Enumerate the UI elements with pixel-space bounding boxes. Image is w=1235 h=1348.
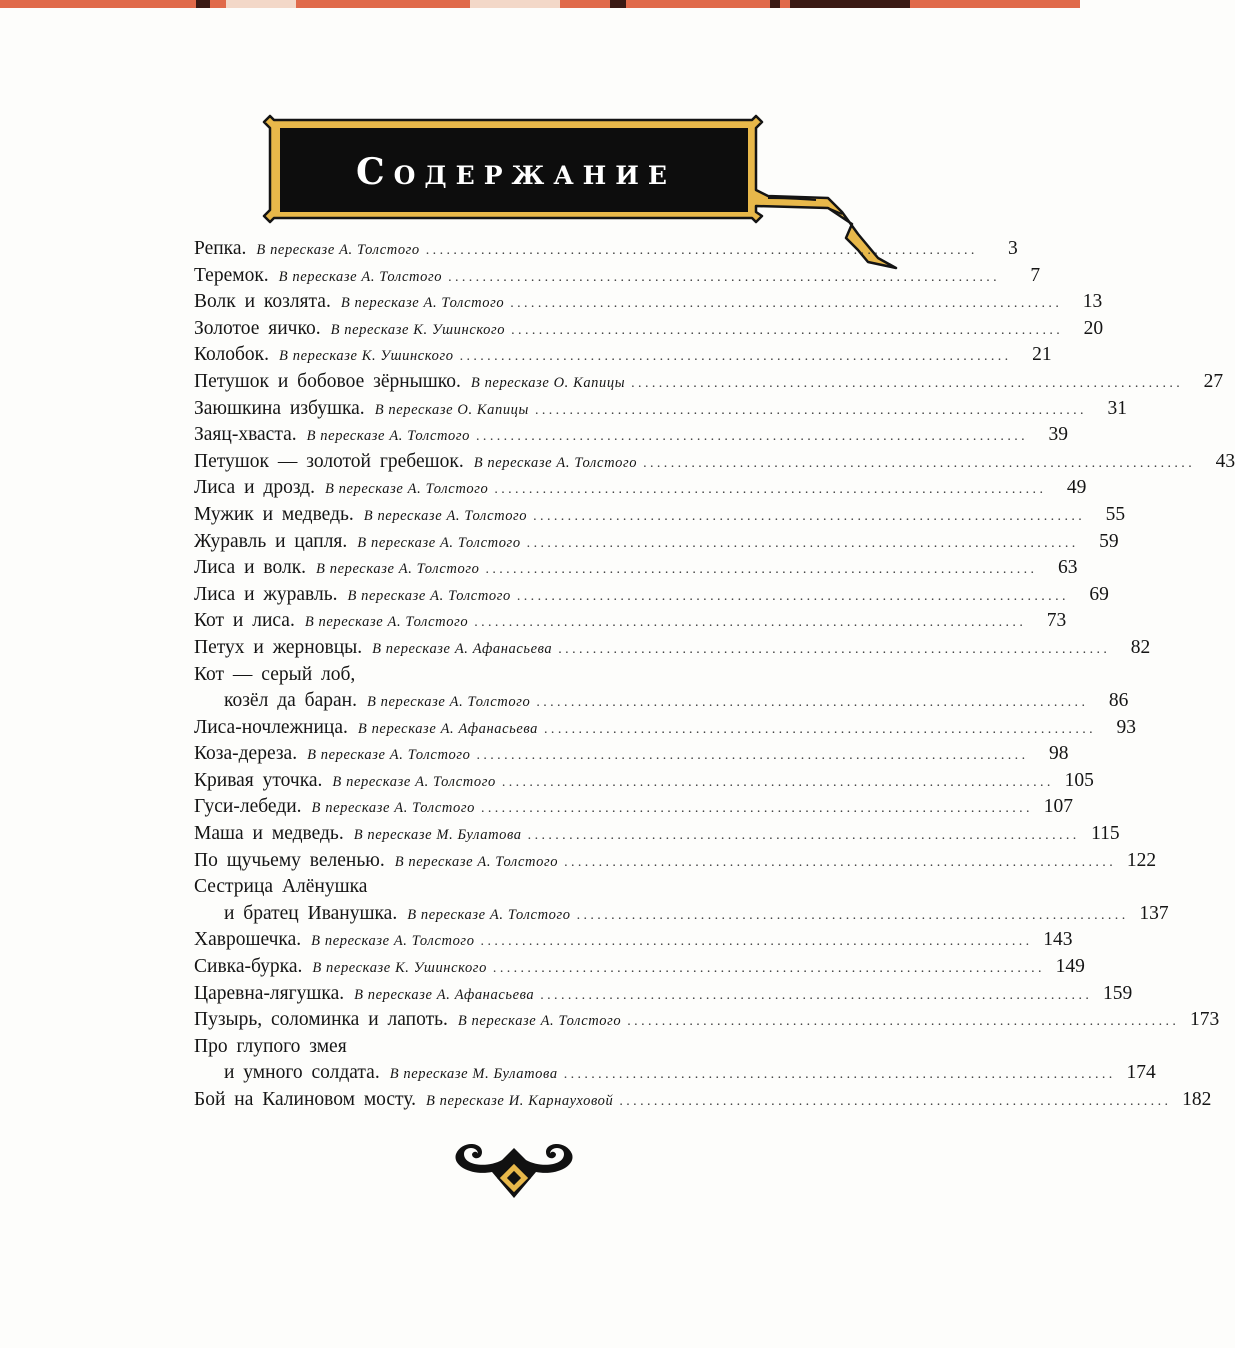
toc-entry bbox=[194, 662, 834, 689]
toc-entry-page-number: 174 bbox=[1126, 1062, 1156, 1084]
toc-entry-page-number: 98 bbox=[1048, 743, 1069, 765]
toc-dot-leader: ................................................................................ bbox=[501, 774, 1054, 790]
toc-dot-leader: ................................................................................ bbox=[480, 934, 1033, 950]
toc-entry-page-number: 21 bbox=[1032, 344, 1052, 366]
toc-entry-title: Репка. bbox=[194, 238, 247, 259]
page-title: Содержание bbox=[356, 151, 676, 193]
toc-entry-author: В пересказе А. Толстого bbox=[394, 853, 559, 870]
toc-entry-title: Заяц-хваста. bbox=[194, 424, 297, 446]
toc-entry-title: Мужик и медведь. bbox=[194, 503, 354, 525]
toc-dot-leader: ................................................................................ bbox=[511, 322, 1064, 338]
toc-entry-title: Лиса и журавль. bbox=[194, 583, 338, 605]
toc-entry-author: В пересказе А. Толстого bbox=[256, 242, 420, 258]
toc-entry-author: В пересказе И. Карнауховой bbox=[426, 1093, 614, 1109]
toc-entry-title: Заюшкина избушка. bbox=[194, 397, 365, 419]
toc-entry-author: В пересказе М. Булатова bbox=[389, 1066, 558, 1083]
toc-dot-leader: ................................................................................ bbox=[643, 455, 1196, 471]
toc-entry bbox=[194, 981, 1133, 1008]
toc-entry-title: Сивка-бурка. bbox=[194, 956, 303, 978]
toc-entry bbox=[194, 848, 1157, 875]
toc-entry-author: В пересказе А. Толстого bbox=[357, 534, 521, 551]
toc-entry-title: Гуси-лебеди. bbox=[194, 796, 302, 818]
toc-dot-leader: ................................................................................ bbox=[476, 429, 1029, 445]
toc-entry bbox=[194, 396, 1127, 423]
toc-entry bbox=[194, 794, 1073, 821]
toc-entry-author: В пересказе А. Толстого bbox=[366, 694, 531, 711]
toc-entry-author: В пересказе А. Толстого bbox=[278, 268, 443, 285]
toc-entry-title: Колобок. bbox=[194, 344, 270, 366]
toc-entry-page-number: 63 bbox=[1057, 557, 1078, 579]
toc-entry bbox=[194, 768, 1094, 795]
toc-entry-page-number: 159 bbox=[1103, 982, 1133, 1004]
toc-entry-page-number: 43 bbox=[1215, 450, 1235, 472]
toc-entry-author: В пересказе М. Булатова bbox=[353, 827, 522, 844]
toc-entry bbox=[194, 236, 1018, 263]
toc-entry-author: В пересказе А. Толстого bbox=[347, 587, 511, 604]
toc-entry bbox=[194, 342, 1052, 369]
toc-entry bbox=[194, 475, 1087, 502]
toc-entry bbox=[194, 927, 1073, 954]
toc-entry-title: По щучьему веленью. bbox=[194, 849, 385, 871]
top-decorative-band bbox=[0, 0, 1080, 8]
toc-entry bbox=[194, 635, 1151, 662]
toc-entry-title: Золотое яичко. bbox=[194, 317, 321, 339]
toc-entry-page-number: 105 bbox=[1064, 769, 1094, 791]
toc-entry-page-number: 93 bbox=[1116, 716, 1137, 738]
toc-entry-author: В пересказе О. Капицы bbox=[470, 374, 626, 391]
toc-entry bbox=[194, 608, 1067, 635]
toc-entry-title: и умного солдата. bbox=[224, 1062, 380, 1084]
toc-entry-author: В пересказе А. Афанасьева bbox=[354, 986, 535, 1003]
toc-dot-leader: ................................................................................ bbox=[526, 535, 1079, 551]
toc-entry-title: Бой на Калиновом мосту. bbox=[194, 1089, 416, 1110]
ornament-tailpiece-icon bbox=[452, 1136, 576, 1204]
toc-entry-author: В пересказе А. Афанасьева bbox=[372, 640, 553, 657]
toc-dot-leader: ................................................................................ bbox=[627, 1014, 1180, 1030]
toc-dot-leader: ................................................................................ bbox=[536, 695, 1089, 711]
toc-dot-leader: ................................................................................ bbox=[527, 828, 1080, 844]
toc-entry-page-number: 143 bbox=[1043, 929, 1073, 951]
toc-entry-title: Журавль и цапля. bbox=[194, 530, 348, 552]
toc-entry-page-number: 13 bbox=[1082, 291, 1103, 313]
toc-entry bbox=[194, 1034, 834, 1061]
toc-dot-leader: ................................................................................ bbox=[540, 987, 1093, 1003]
toc-entry-author: В пересказе К. Ушинского bbox=[279, 348, 454, 365]
toc-entry-title: Маша и медведь. bbox=[194, 823, 344, 845]
toc-entry bbox=[194, 449, 1235, 476]
toc-entry bbox=[194, 954, 1085, 981]
toc-entry-author: В пересказе А. Толстого bbox=[363, 507, 528, 524]
toc-dot-leader: ................................................................................ bbox=[510, 296, 1063, 312]
toc-entry-author: В пересказе А. Толстого bbox=[473, 454, 638, 471]
toc-entry-page-number: 69 bbox=[1089, 583, 1109, 605]
toc-entry bbox=[194, 821, 1120, 848]
toc-entry-page-number: 115 bbox=[1091, 823, 1120, 845]
toc-entry-title: Царевна-лягушка. bbox=[194, 982, 345, 1004]
toc-entry bbox=[194, 582, 1109, 609]
toc-dot-leader: ................................................................................ bbox=[533, 508, 1086, 524]
toc-entry-title: Волк и козлята. bbox=[194, 291, 331, 313]
toc-dot-leader: ................................................................................ bbox=[476, 748, 1029, 764]
toc-entry-title: Петух и жерновцы. bbox=[194, 636, 363, 658]
toc-entry-author: В пересказе А. Толстого bbox=[311, 800, 475, 817]
toc-entry-title: Кот — серый лоб, bbox=[194, 663, 356, 685]
table-of-contents bbox=[194, 236, 1235, 1114]
toc-dot-leader: ................................................................................ bbox=[516, 588, 1069, 604]
toc-entry bbox=[194, 688, 1129, 715]
toc-entry-page-number: 3 bbox=[1008, 238, 1018, 259]
toc-dot-leader: ................................................................................ bbox=[631, 375, 1184, 391]
toc-entry-page-number: 39 bbox=[1048, 424, 1069, 446]
toc-dot-leader: ................................................................................ bbox=[619, 1094, 1172, 1109]
toc-entry-page-number: 20 bbox=[1083, 317, 1104, 339]
toc-entry bbox=[194, 874, 834, 901]
toc-entry-title: Кривая уточка. bbox=[194, 769, 323, 791]
toc-entry-author: В пересказе К. Ушинского bbox=[330, 321, 506, 338]
toc-entry bbox=[194, 369, 1224, 396]
toc-entry-page-number: 182 bbox=[1182, 1089, 1212, 1110]
toc-dot-leader: ................................................................................ bbox=[492, 961, 1045, 977]
toc-dot-leader: ................................................................................ bbox=[459, 349, 1012, 365]
toc-entry-author: В пересказе А. Толстого bbox=[306, 428, 471, 445]
toc-dot-leader: ................................................................................ bbox=[564, 854, 1117, 870]
toc-entry bbox=[194, 316, 1104, 343]
toc-entry-page-number: 149 bbox=[1055, 956, 1085, 978]
toc-entry-title: Сестрица Алёнушка bbox=[194, 876, 368, 898]
toc-entry bbox=[194, 901, 1169, 928]
toc-entry bbox=[194, 1007, 1220, 1034]
toc-entry-author: В пересказе А. Толстого bbox=[340, 295, 505, 312]
toc-dot-leader: ................................................................................ bbox=[544, 721, 1097, 737]
toc-entry bbox=[194, 422, 1069, 449]
toc-entry bbox=[194, 502, 1126, 529]
toc-entry bbox=[194, 289, 1103, 316]
toc-entry-page-number: 59 bbox=[1099, 530, 1119, 552]
toc-entry-page-number: 55 bbox=[1105, 503, 1126, 525]
toc-entry bbox=[194, 529, 1119, 556]
toc-entry-author: В пересказе О. Капицы bbox=[374, 401, 529, 418]
toc-entry-page-number: 137 bbox=[1139, 902, 1169, 924]
toc-dot-leader: ................................................................................ bbox=[576, 907, 1129, 923]
toc-entry-author: В пересказе А. Толстого bbox=[332, 773, 496, 790]
toc-entry-page-number: 27 bbox=[1203, 370, 1224, 392]
toc-entry-title: Лиса-ночлежница. bbox=[194, 716, 348, 738]
toc-entry-author: В пересказе А. Толстого bbox=[457, 1013, 622, 1030]
toc-entry bbox=[194, 741, 1069, 768]
toc-entry-page-number: 122 bbox=[1126, 849, 1157, 871]
toc-entry bbox=[194, 715, 1137, 742]
toc-entry-title: Коза-дереза. bbox=[194, 743, 298, 765]
toc-dot-leader: ................................................................................ bbox=[494, 482, 1047, 498]
toc-entry-author: В пересказе А. Толстого bbox=[307, 747, 471, 764]
toc-entry-page-number: 73 bbox=[1046, 610, 1067, 632]
toc-entry-title: козёл да баран. bbox=[224, 690, 357, 712]
toc-entry-page-number: 49 bbox=[1066, 477, 1087, 499]
toc-entry-title: Хаврошечка. bbox=[194, 929, 302, 951]
toc-entry-author: В пересказе А. Толстого bbox=[407, 906, 571, 923]
toc-entry bbox=[194, 555, 1078, 582]
toc-entry-title: и братец Иванушка. bbox=[224, 902, 398, 924]
toc-entry-title: Теремок. bbox=[194, 264, 269, 286]
toc-entry-page-number: 31 bbox=[1107, 397, 1127, 419]
toc-entry bbox=[194, 1087, 1212, 1114]
toc-dot-leader: ................................................................................ bbox=[485, 562, 1038, 578]
toc-entry-title: Лиса и волк. bbox=[194, 557, 307, 579]
toc-entry-author: В пересказе А. Толстого bbox=[324, 481, 489, 498]
toc-entry-title: Петушок и бобовое зёрнышко. bbox=[194, 370, 461, 392]
toc-entry-page-number: 107 bbox=[1043, 796, 1073, 818]
toc-entry-page-number: 82 bbox=[1130, 636, 1151, 658]
toc-entry-page-number: 173 bbox=[1190, 1009, 1220, 1031]
toc-dot-leader: ................................................................................ bbox=[480, 801, 1033, 817]
toc-entry-author: В пересказе К. Ушинского bbox=[312, 960, 487, 977]
toc-dot-leader: ................................................................................ bbox=[563, 1067, 1116, 1083]
toc-entry-page-number: 7 bbox=[1030, 264, 1041, 286]
toc-entry bbox=[194, 1060, 1156, 1087]
toc-entry-title: Кот и лиса. bbox=[194, 610, 295, 632]
toc-entry bbox=[194, 263, 1041, 290]
toc-entry-author: В пересказе А. Толстого bbox=[304, 614, 469, 631]
toc-dot-leader: ................................................................................ bbox=[534, 402, 1087, 418]
toc-entry-author: В пересказе А. Афанасьева bbox=[357, 720, 539, 737]
toc-entry-author: В пересказе А. Толстого bbox=[311, 933, 475, 950]
toc-entry-author: В пересказе А. Толстого bbox=[316, 561, 480, 578]
toc-entry-page-number: 86 bbox=[1108, 690, 1129, 712]
toc-dot-leader: ................................................................................ bbox=[448, 269, 1001, 285]
toc-dot-leader: ................................................................................ bbox=[425, 243, 978, 258]
toc-entry-title: Петушок — золотой гребешок. bbox=[194, 450, 464, 472]
toc-dot-leader: ................................................................................ bbox=[474, 615, 1027, 631]
toc-entry-title: Пузырь, соломинка и лапоть. bbox=[194, 1009, 448, 1031]
toc-entry-title: Про глупого змея bbox=[194, 1035, 347, 1057]
toc-dot-leader: ................................................................................ bbox=[558, 641, 1111, 657]
toc-entry-title: Лиса и дрозд. bbox=[194, 477, 315, 499]
